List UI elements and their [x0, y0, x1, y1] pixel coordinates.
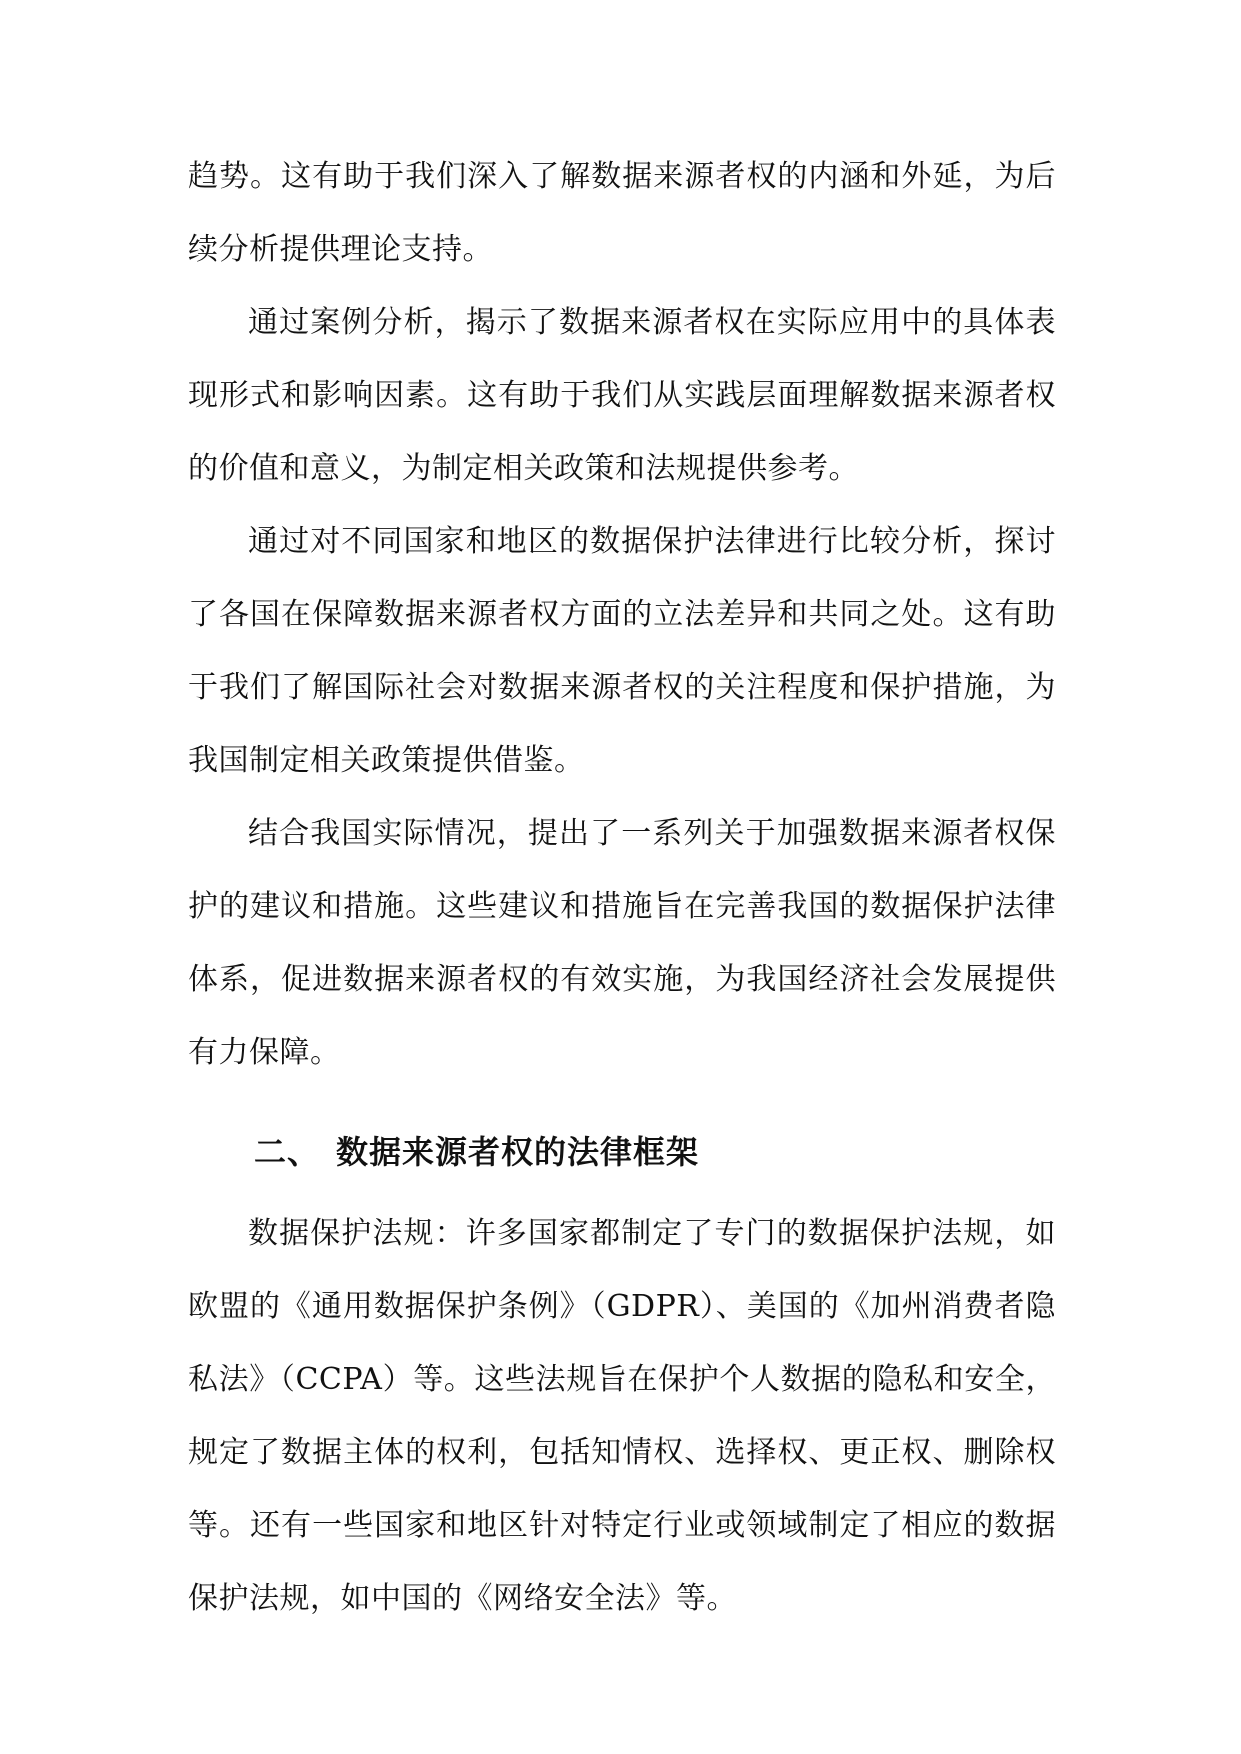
paragraph-data-protection-regulations: 数据保护法规：许多国家都制定了专门的数据保护法规，如欧盟的《通用数据保护条例》（GDPR）、美国的《加州消费者隐私法》（CCPA）等。这些法规旨在保护个人数据的隐私和安全，规定了数据主体的权利，包括知情权、选择权、更正权、删除权等。还有一些国家和地区针对特定行业或领域制定了相应的数据保护法规，如中国的《网络安全法》等。: [188, 1216, 1056, 1616]
section-heading: [188, 1107, 1056, 1197]
paragraph-comparative-analysis: 通过对不同国家和地区的数据保护法律进行比较分析，探讨了各国在保障数据来源者权方面的立法差异和共同之处。这有助于我们了解国际社会对数据来源者权的关注程度和保护措施，为我国制定相关政策提供借鉴。: [188, 524, 1056, 778]
paragraph-recommendations: 结合我国实际情况，提出了一系列关于加强数据来源者权保护的建议和措施。这些建议和措施旨在完善我国的数据保护法律体系，促进数据来源者权的有效实施，为我国经济社会发展提供有力保障。: [188, 816, 1056, 1070]
section-title: 数据来源者权的法律框架: [336, 1133, 700, 1171]
paragraph-continuation: 趋势。这有助于我们深入了解数据来源者权的内涵和外延，为后续分析提供理论支持。: [188, 159, 1056, 267]
page-content: [188, 140, 1056, 1635]
section-number: 二、: [254, 1133, 321, 1171]
paragraph-case-analysis: 通过案例分析，揭示了数据来源者权在实际应用中的具体表现形式和影响因素。这有助于我们从实践层面理解数据来源者权的价值和意义，为制定相关政策和法规提供参考。: [188, 305, 1056, 486]
